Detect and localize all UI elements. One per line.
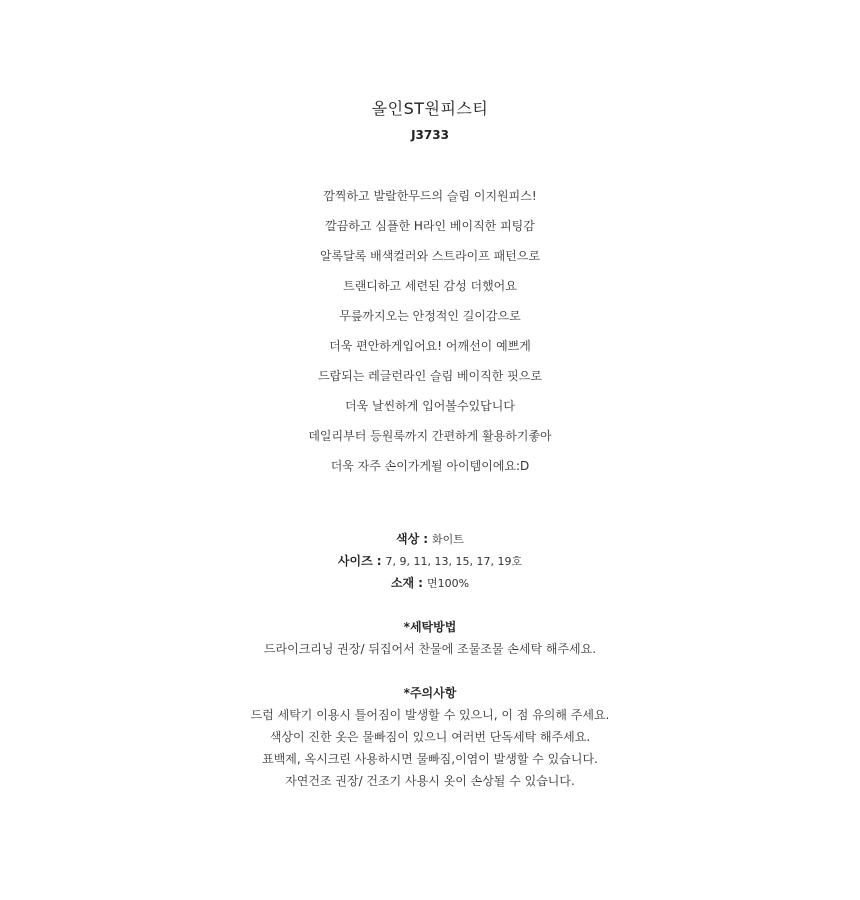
description-line: 더욱 날씬하게 입어볼수있답니다 bbox=[345, 399, 515, 413]
spec-separator: : bbox=[376, 554, 382, 568]
description-line: 알록달록 배색컬러와 스트라이프 패턴으로 bbox=[319, 249, 541, 263]
caution-line: 표백제, 옥시크린 사용하시면 물빠짐,이염이 발생할 수 있습니다. bbox=[262, 752, 598, 766]
care-instructions bbox=[0, 617, 860, 661]
spec-size-label: 사이즈 bbox=[337, 554, 373, 568]
care-line: 드라이크리닝 권장/ 뒤집어서 찬물에 조물조물 손세탁 해주세요. bbox=[263, 642, 597, 656]
caution-notes bbox=[0, 683, 860, 793]
spec-color bbox=[0, 529, 860, 551]
caution-line: 색상이 진한 옷은 물빠짐이 있으니 여러번 단독세탁 해주세요. bbox=[269, 730, 591, 744]
description-line: 무릎까지오는 안정적인 길이감으로 bbox=[339, 309, 521, 323]
caution-heading: *주의사항 bbox=[403, 686, 457, 700]
spec-separator: : bbox=[418, 576, 423, 590]
spec-separator: : bbox=[423, 532, 429, 546]
description-line: 깜찍하고 발랄한무드의 슬림 이지원피스! bbox=[323, 189, 537, 203]
product-description bbox=[0, 186, 860, 486]
spec-size-value: 7, 9, 11, 13, 15, 17, 19호 bbox=[385, 555, 523, 568]
spec-material-label: 소재 bbox=[390, 576, 415, 590]
spec-color-label: 색상 bbox=[396, 532, 420, 546]
spec-material-value: 면100% bbox=[426, 577, 470, 590]
spec-material bbox=[0, 573, 860, 595]
caution-line: 드럼 세탁기 이용시 틀어짐이 발생할 수 있으니, 이 점 유의해 주세요. bbox=[250, 708, 610, 722]
description-line: 트랜디하고 세련된 감성 더했어요 bbox=[343, 279, 517, 293]
description-line: 더욱 편안하게입어요! 어깨선이 예쁘게 bbox=[329, 339, 531, 353]
product-code: J3733 bbox=[411, 128, 449, 142]
description-line: 깔끔하고 심플한 H라인 베이직한 피팅감 bbox=[325, 219, 535, 233]
caution-line: 자연건조 권장/ 건조기 사용시 옷이 손상될 수 있습니다. bbox=[285, 774, 575, 788]
product-specs bbox=[0, 529, 860, 595]
product-title: 올인ST원피스티 bbox=[371, 99, 489, 118]
description-line: 데일리부터 등원룩까지 간편하게 활용하기좋아 bbox=[308, 429, 552, 443]
description-line: 드랍되는 레글런라인 슬림 베이직한 핏으로 bbox=[318, 369, 542, 383]
care-heading: *세탁방법 bbox=[403, 620, 457, 634]
spec-color-value: 화이트 bbox=[432, 533, 464, 546]
spec-size bbox=[0, 551, 860, 573]
description-line: 더욱 자주 손이가게될 아이템이에요:D bbox=[330, 459, 530, 473]
